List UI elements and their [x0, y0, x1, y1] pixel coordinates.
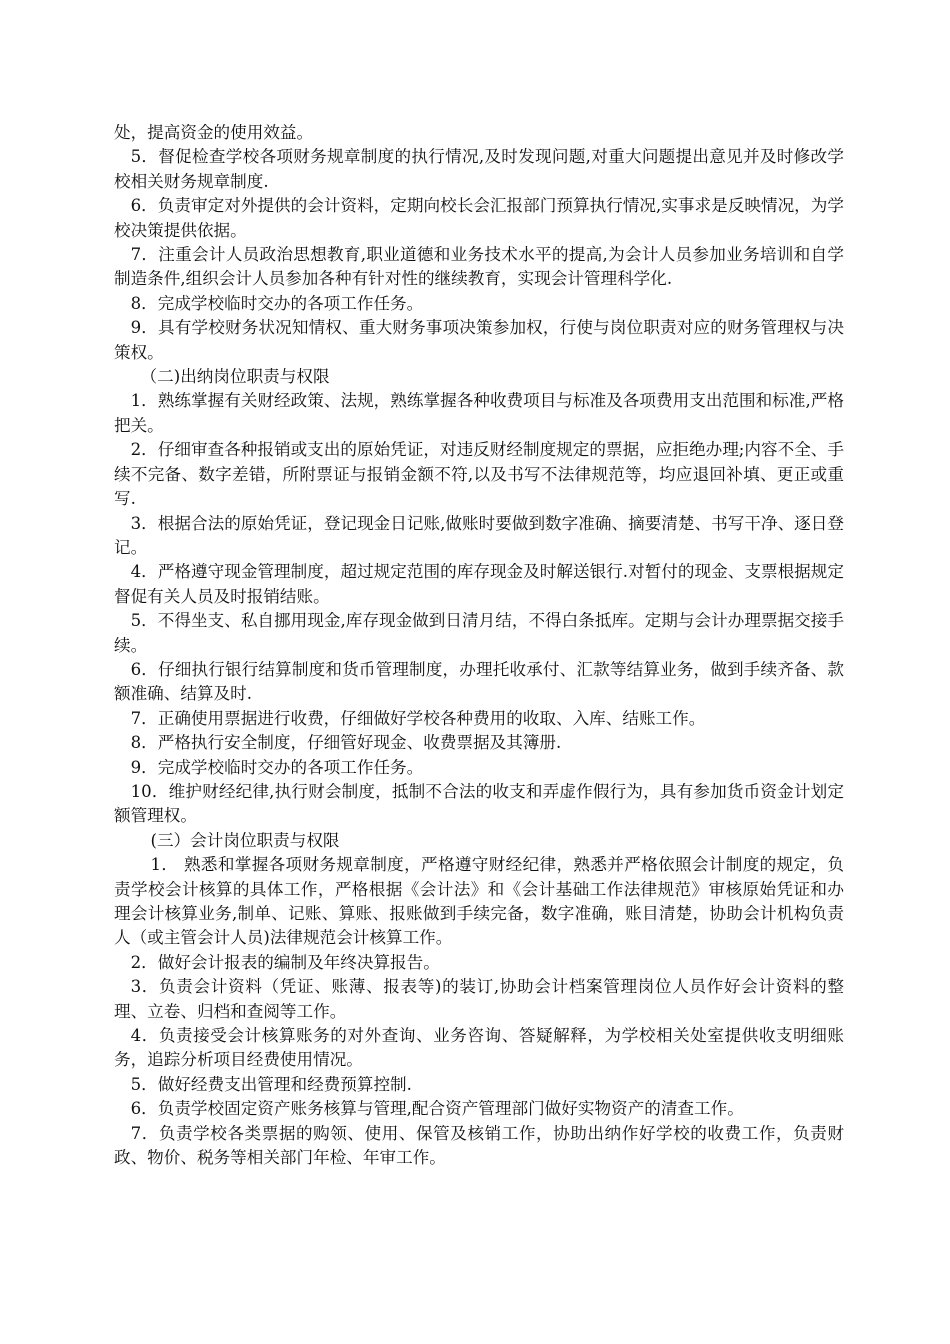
list-item: 2．仔细审查各种报销或支出的原始凭证，对违反财经制度规定的票据，应拒绝办理;内容不全、手续不完备、数字差错，所附票证与报销金额不符,以及书写不法律规范等，均应退回补填、更正或重写. — [114, 440, 844, 509]
list-item: 3．根据合法的原始凭证，登记现金日记账,做账时要做到数字准确、摘要清楚、书写干净、逐日登记。 — [114, 513, 844, 557]
list-item: 3．负责会计资料（凭证、账薄、报表等)的装订,协助会计档案管理岗位人员作好会计资料的整理、立卷、归档和查阅等工作。 — [114, 977, 844, 1021]
list-item: 10．维护财经纪律,执行财会制度，抵制不合法的收支和弄虚作假行为，具有参加货币资金计划定额管理权。 — [114, 781, 844, 826]
list-item: 1． 熟悉和掌握各项财务规章制度，严格遵守财经纪律，熟悉并严格依照会计制度的规定，负责学校会计核算的具体工作，严格根据《会计法》和《会计基础工作法律规范》审核原始凭证和办理会计核算业务,制单、记账、算账、报账做到手续完备，数字准确，账目清楚，协助会计机构负责人（或主管会计人员)法律规范会计核算工作。 — [114, 855, 844, 948]
list-item: 6．负责审定对外提供的会计资料，定期向校长会汇报部门预算执行情况,实事求是反映情况，为学校决策提供依据。 — [114, 196, 844, 240]
list-item: 7．正确使用票据进行收费，仔细做好学校各种费用的收取、入库、结账工作。 — [130, 708, 706, 728]
list-item: 8．严格执行安全制度，仔细管好现金、收费票据及其簿册. — [130, 733, 562, 753]
list-item: 4．严格遵守现金管理制度，超过规定范围的库存现金及时解送银行.对暂付的现金、支票根据规定督促有关人员及时报销结账。 — [114, 562, 844, 606]
list-item: 2．做好会计报表的编制及年终决算报告。 — [130, 952, 440, 972]
list-item: 9．具有学校财务状况知情权、重大财务事项决策参加权，行使与岗位职责对应的财务管理权与决策权。 — [114, 318, 844, 362]
list-item: 8．完成学校临时交办的各项工作任务。 — [130, 293, 424, 313]
list-item: 4．负责接受会计核算账务的对外查询、业务咨询、答疑解释，为学校相关处室提供收支明细账务，追踪分析项目经费使用情况。 — [114, 1026, 844, 1070]
list-item: 5．不得坐支、私自挪用现金,库存现金做到日清月结，不得白条抵库。定期与会计办理票据交接手续。 — [114, 611, 844, 655]
list-item: 9．完成学校临时交办的各项工作任务。 — [130, 757, 424, 777]
list-item: 5．做好经费支出管理和经费预算控制. — [130, 1074, 412, 1094]
document-body — [114, 121, 844, 1170]
list-item: 1．熟练掌握有关财经政策、法规，熟练掌握各种收费项目与标准及各项费用支出范围和标准,严格把关。 — [114, 391, 844, 435]
paragraph: 处，提高资金的使用效益。 — [114, 123, 314, 142]
list-item: 6．负责学校固定资产账务核算与管理,配合资产管理部门做好实物资产的清查工作。 — [130, 1099, 744, 1119]
list-item: 6．仔细执行银行结算制度和货币管理制度，办理托收承付、汇款等结算业务，做到手续齐备、款额准确、结算及时. — [114, 659, 844, 704]
section-heading: （二)出纳岗位职责与权限 — [140, 367, 330, 387]
list-item: 5．督促检查学校各项财务规章制度的执行情况,及时发现问题,对重大问题提出意见并及时修改学校相关财务规章制度. — [114, 147, 844, 191]
list-item: 7．注重会计人员政治思想教育,职业道德和业务技术水平的提高,为会计人员参加业务培训和自学制造条件,组织会计人员参加各种有针对性的继续教育，实现会计管理科学化. — [114, 245, 844, 289]
section-heading: (三）会计岗位职责与权限 — [150, 830, 340, 850]
list-item: 7．负责学校各类票据的购领、使用、保管及核销工作，协助出纳作好学校的收费工作，负责财政、物价、税务等相关部门年检、年审工作。 — [114, 1123, 844, 1168]
